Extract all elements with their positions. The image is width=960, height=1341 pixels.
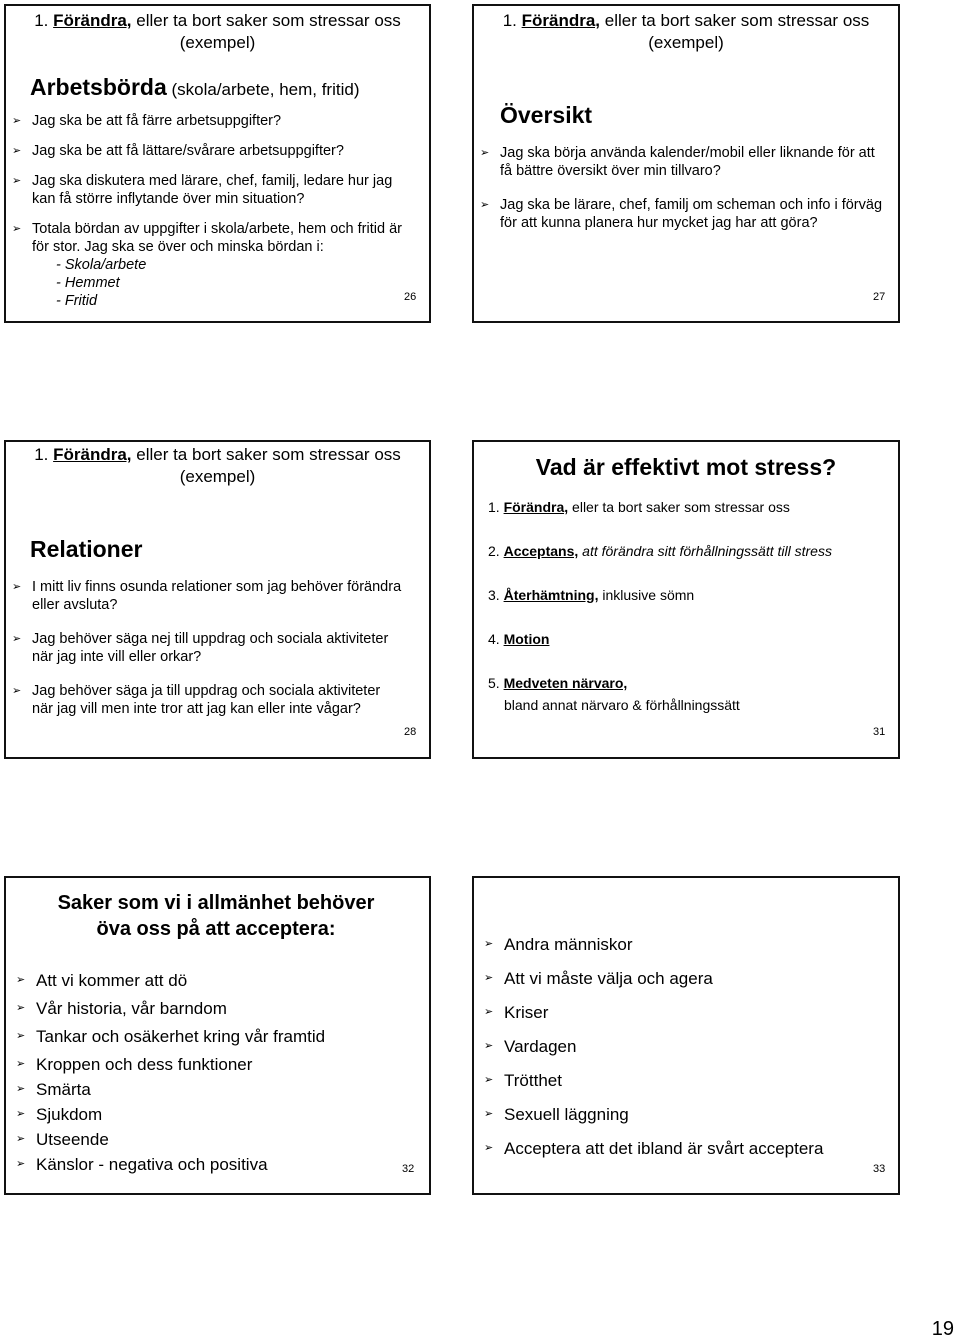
list-item: ➢ Vår historia, vår barndom	[10, 996, 325, 1021]
list-item: ➢ Jag behöver säga nej till uppdrag och sociala aktiviteter när jag inte vill eller orkar?	[6, 630, 392, 666]
list-item: ➢ Att vi måste välja och agera	[478, 966, 823, 991]
list-item: ➢ Kroppen och dess funktioner	[10, 1052, 325, 1077]
list-item: ➢ Smärta	[10, 1077, 325, 1102]
numbered-list	[488, 498, 832, 714]
slide-header: 1. Förändra, eller ta bort saker som stressar oss (exempel)	[34, 11, 401, 52]
document-page-number: 19	[931, 1318, 954, 1340]
list-item: ➢ Kriser	[478, 1000, 823, 1025]
list-item: ➢ Sexuell läggning	[478, 1102, 823, 1127]
list-item: ➢ Utseende	[10, 1127, 325, 1152]
sub-item: - Fritid	[56, 293, 98, 309]
slide-title: Översikt	[500, 102, 593, 128]
slide-page-number: 28	[404, 726, 417, 738]
bullet-list	[6, 112, 426, 310]
list-item: 3. Återhämtning, inklusive sömn	[488, 587, 695, 603]
list-item: ➢ Känslor - negativa och positiva	[10, 1152, 325, 1177]
slide-title: Relationer	[30, 536, 143, 562]
bullet-list	[474, 144, 894, 232]
slide-26	[4, 4, 431, 323]
slide-page-number: 32	[402, 1163, 415, 1175]
slide-31	[472, 440, 900, 759]
list-item: ➢ Sjukdom	[10, 1102, 325, 1127]
list-item: ➢ Totala bördan av uppgifter i skola/arbete, hem och fritid är för stor. Jag ska se över och minska bördan i:	[6, 220, 412, 256]
list-item: ➢ Acceptera att det ibland är svårt acceptera	[478, 1136, 823, 1161]
header-keyword: Förändra,	[521, 11, 601, 30]
sub-item: - Hemmet	[56, 275, 120, 291]
list-item: ➢ Jag ska be lärare, chef, familj om scheman och info i förväg för att kunna planera hur mycket jag har att göra?	[474, 196, 895, 232]
list-item: 5. Medveten närvaro,	[488, 675, 628, 691]
bullet-list	[478, 932, 823, 1161]
sub-item: - Skola/arbete	[56, 257, 147, 273]
slide-32	[4, 876, 431, 1195]
header-keyword: Förändra,	[53, 11, 132, 30]
list-item: 4. Motion	[488, 631, 550, 647]
slide-title: Vad är effektivt mot stress?	[535, 454, 837, 480]
slide-page-number: 27	[873, 291, 886, 303]
list-item: ➢ Jag ska be att få färre arbetsuppgifter?	[6, 112, 426, 130]
list-item: ➢ I mitt liv finns osunda relationer som jag behöver förändra eller avsluta?	[6, 578, 402, 614]
slide-header: 1. Förändra, eller ta bort saker som stressar oss (exempel)	[34, 445, 401, 486]
slide-title: Arbetsbörda (skola/arbete, hem, fritid)	[30, 74, 360, 100]
slide-page-number: 31	[873, 726, 886, 738]
slide-header: 1. Förändra, eller ta bort saker som stressar oss (exempel)	[502, 11, 870, 52]
slide-28	[4, 440, 431, 759]
list-item: ➢ Vardagen	[478, 1034, 823, 1059]
slide-33	[472, 876, 900, 1195]
list-item: ➢ Att vi kommer att dö	[10, 968, 325, 993]
list-item: 2. Acceptans, att förändra sitt förhållningssätt till stress	[488, 543, 832, 559]
list-item-sub: bland annat närvaro & förhållningssätt	[504, 697, 740, 713]
list-item: ➢ Andra människor	[478, 932, 823, 957]
slide-page-number: 33	[873, 1163, 886, 1175]
list-item: ➢ Jag ska börja använda kalender/mobil eller liknande för att få bättre översikt över min tillvaro?	[474, 144, 890, 180]
slide-title: Saker som vi i allmänhet behöver öva oss på att acceptera:	[57, 892, 375, 940]
list-item: ➢ Trötthet	[478, 1068, 823, 1093]
bullet-list	[6, 578, 426, 718]
sub-list	[6, 256, 426, 310]
bullet-list	[10, 968, 325, 1177]
header-keyword: Förändra,	[53, 445, 132, 464]
list-item: ➢ Jag ska diskutera med lärare, chef, familj, ledare hur jag kan få större inflytande över min situation?	[6, 172, 417, 208]
slide-27	[472, 4, 900, 323]
list-item: ➢ Jag ska be att få lättare/svårare arbetsuppgifter?	[6, 142, 426, 160]
list-item: 1. Förändra, eller ta bort saker som stressar oss	[488, 499, 790, 515]
list-item: ➢ Jag behöver säga ja till uppdrag och sociala aktiviteter när jag vill men inte tror att jag kan eller inte vågar?	[6, 682, 404, 718]
list-item: ➢ Tankar och osäkerhet kring vår framtid	[10, 1024, 325, 1049]
slide-page-number: 26	[404, 291, 417, 303]
